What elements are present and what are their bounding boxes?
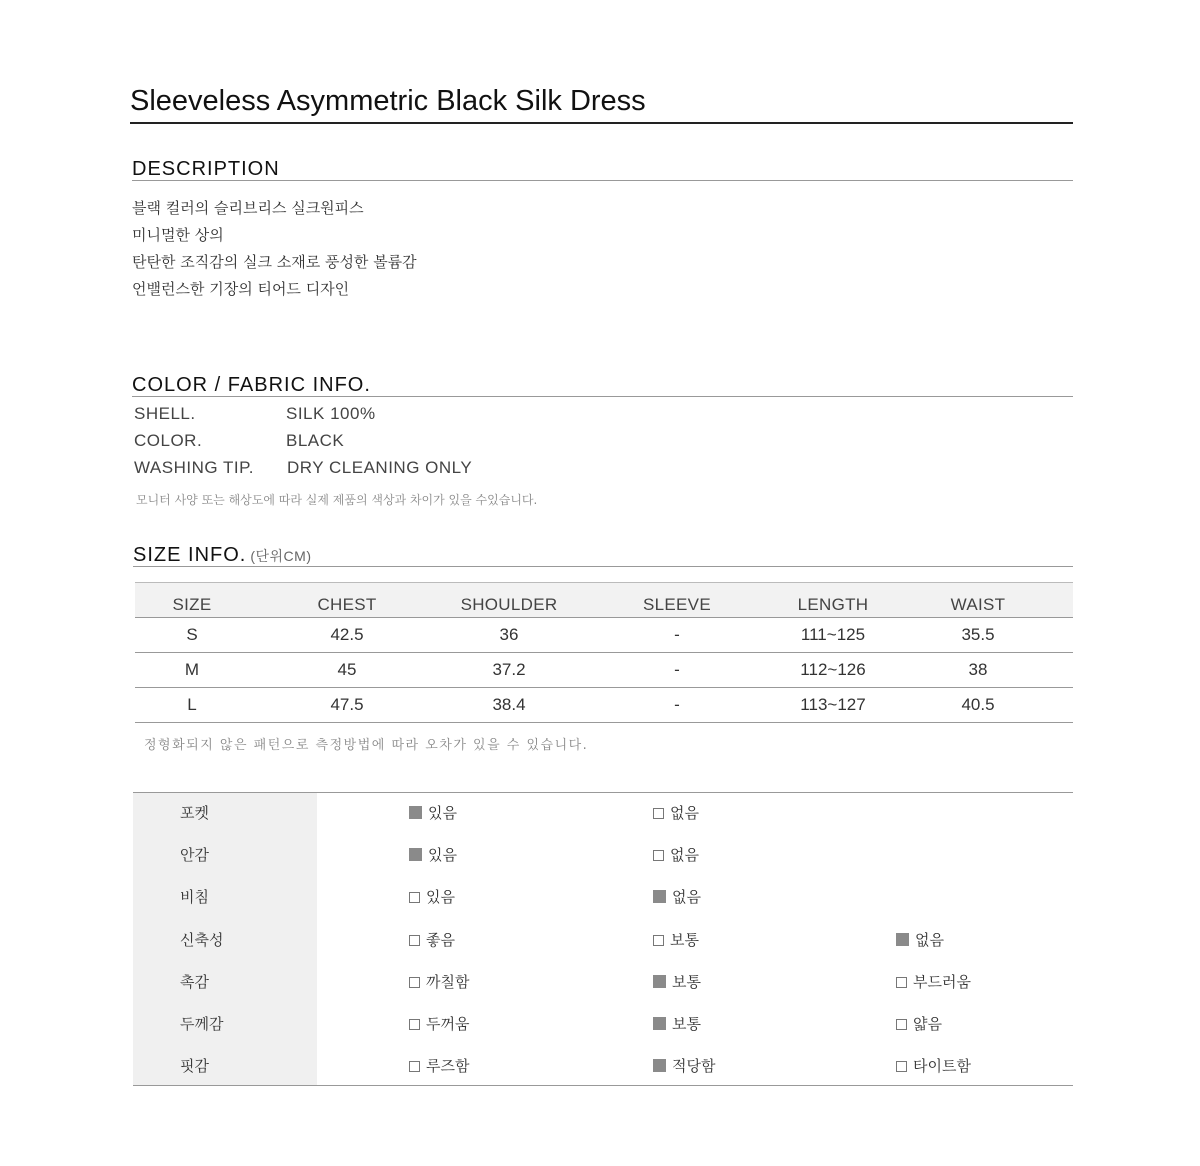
table-cell: 35.5: [961, 625, 995, 644]
attribute-option: [409, 1013, 469, 1034]
fabric-row-color: [134, 429, 1034, 456]
attribute-option-label: 보통: [672, 1015, 701, 1033]
attribute-option-label: 있음: [426, 888, 455, 906]
attribute-option-label: 타이트함: [913, 1057, 971, 1075]
table-cell: M: [184, 660, 200, 679]
description-line: 미니멀한 상의: [132, 226, 224, 244]
table-cell: 37.2: [492, 660, 526, 679]
attribute-row: [133, 962, 1073, 1004]
checked-box-icon: [653, 890, 666, 903]
column-header: CHEST: [317, 595, 377, 614]
attribute-option-label: 적당함: [672, 1057, 716, 1075]
empty-box-icon: [896, 977, 907, 988]
checked-box-icon: [653, 975, 666, 988]
attribute-option: [653, 1013, 701, 1034]
attribute-option-label: 루즈함: [426, 1057, 470, 1075]
attribute-option-label: 두꺼움: [426, 1015, 470, 1033]
size-table-header: [135, 583, 1073, 618]
column-header: WAIST: [950, 595, 1006, 614]
attribute-option: [896, 971, 971, 992]
attribute-label: 안감: [180, 846, 209, 864]
empty-box-icon: [409, 1061, 420, 1072]
table-cell: 40.5: [961, 695, 995, 714]
column-header: LENGTH: [797, 595, 869, 614]
attribute-option-label: 없음: [915, 931, 944, 949]
checked-box-icon: [409, 806, 422, 819]
attribute-row: [133, 1004, 1073, 1046]
empty-box-icon: [653, 808, 664, 819]
empty-box-icon: [653, 850, 664, 861]
description-line: 탄탄한 조직감의 실크 소재로 풍성한 볼륨감: [132, 253, 417, 271]
size-table: [135, 582, 1073, 723]
empty-box-icon: [653, 935, 664, 946]
table-cell: -: [674, 660, 680, 679]
fabric-heading: COLOR / FABRIC INFO.: [132, 374, 1073, 397]
table-cell: 113~127: [800, 695, 866, 714]
checked-box-icon: [653, 1017, 666, 1030]
table-row: [135, 653, 1073, 688]
size-unit: (단위CM): [250, 548, 312, 564]
attribute-row: [133, 793, 1073, 835]
size-heading: [133, 544, 1073, 567]
table-cell: -: [674, 625, 680, 644]
attribute-row: [133, 920, 1073, 962]
table-cell: 36: [499, 625, 519, 644]
measurement-disclaimer: 정형화되지 않은 패턴으로 측정방법에 따라 오차가 있을 수 있습니다.: [144, 738, 589, 753]
fabric-label: WASHING TIP.: [134, 458, 254, 477]
table-cell: 38: [968, 660, 988, 679]
attribute-option: [653, 929, 699, 950]
empty-box-icon: [896, 1019, 907, 1030]
color-disclaimer: 모니터 사양 또는 해상도에 따라 실제 제품의 색상과 차이가 있을 수있습니다.: [136, 493, 538, 507]
fabric-label: SHELL.: [134, 404, 196, 423]
attribute-row: [133, 835, 1073, 877]
attribute-option-label: 얇음: [913, 1015, 942, 1033]
attribute-label: 비침: [180, 888, 209, 906]
description-line: 블랙 컬러의 슬리브리스 실크원피스: [132, 199, 364, 217]
checked-box-icon: [409, 848, 422, 861]
attribute-option: [896, 1055, 971, 1076]
attribute-option: [896, 929, 944, 950]
attribute-table: [133, 792, 1073, 1086]
attribute-option-label: 있음: [428, 846, 457, 864]
attribute-option-label: 좋음: [426, 931, 455, 949]
attribute-option: [653, 844, 699, 865]
attribute-option: [653, 971, 701, 992]
checked-box-icon: [896, 933, 909, 946]
attribute-option: [409, 971, 469, 992]
attribute-option: [409, 844, 457, 865]
attribute-option-label: 부드러움: [913, 973, 971, 991]
attribute-label: 핏감: [180, 1057, 209, 1075]
table-cell: L: [187, 695, 197, 714]
attribute-row: [133, 877, 1073, 919]
table-cell: S: [186, 625, 198, 644]
fabric-value: DRY CLEANING ONLY: [287, 458, 473, 477]
attribute-option-label: 없음: [672, 888, 701, 906]
empty-box-icon: [409, 892, 420, 903]
empty-box-icon: [896, 1061, 907, 1072]
table-cell: 112~126: [800, 660, 866, 679]
attribute-label: 두께감: [180, 1015, 224, 1033]
column-header: SIZE: [172, 595, 212, 614]
table-row: [135, 618, 1073, 653]
table-cell: 45: [337, 660, 357, 679]
fabric-row-washing: [134, 456, 1034, 483]
table-cell: 38.4: [492, 695, 526, 714]
attribute-option: [653, 802, 699, 823]
table-cell: 111~125: [800, 625, 866, 644]
attribute-option: [896, 1013, 942, 1034]
empty-box-icon: [409, 1019, 420, 1030]
attribute-option-label: 보통: [672, 973, 701, 991]
fabric-value: SILK 100%: [286, 404, 376, 423]
attribute-option-label: 보통: [670, 931, 699, 949]
fabric-value: BLACK: [286, 431, 345, 450]
fabric-label: COLOR.: [134, 431, 203, 450]
checked-box-icon: [653, 1059, 666, 1072]
attribute-option-label: 없음: [670, 804, 699, 822]
attribute-option: [653, 886, 701, 907]
attribute-label: 신축성: [180, 931, 224, 949]
description-body: [132, 195, 1032, 303]
attribute-option: [409, 929, 455, 950]
table-cell: -: [674, 695, 680, 714]
attribute-row: [133, 1046, 1073, 1088]
attribute-label: 촉감: [180, 973, 209, 991]
table-cell: 47.5: [330, 695, 364, 714]
attribute-option: [409, 1055, 469, 1076]
empty-box-icon: [409, 977, 420, 988]
attribute-option-label: 있음: [428, 804, 457, 822]
attribute-option: [409, 886, 455, 907]
page-title: Sleeveless Asymmetric Black Silk Dress: [130, 82, 1073, 124]
table-cell: 42.5: [330, 625, 364, 644]
fabric-info: [134, 402, 1034, 483]
size-heading-text: SIZE INFO.: [133, 544, 247, 566]
column-header: SHOULDER: [460, 595, 558, 614]
attribute-option: [409, 802, 457, 823]
description-line: 언밸런스한 기장의 티어드 디자인: [132, 280, 350, 298]
description-heading: DESCRIPTION: [132, 158, 1073, 181]
attribute-option: [653, 1055, 715, 1076]
fabric-row-shell: [134, 402, 1034, 429]
table-row: [135, 688, 1073, 723]
attribute-label: 포켓: [180, 804, 209, 822]
empty-box-icon: [409, 935, 420, 946]
column-header: SLEEVE: [643, 595, 711, 614]
attribute-option-label: 없음: [670, 846, 699, 864]
attribute-option-label: 까칠함: [426, 973, 470, 991]
